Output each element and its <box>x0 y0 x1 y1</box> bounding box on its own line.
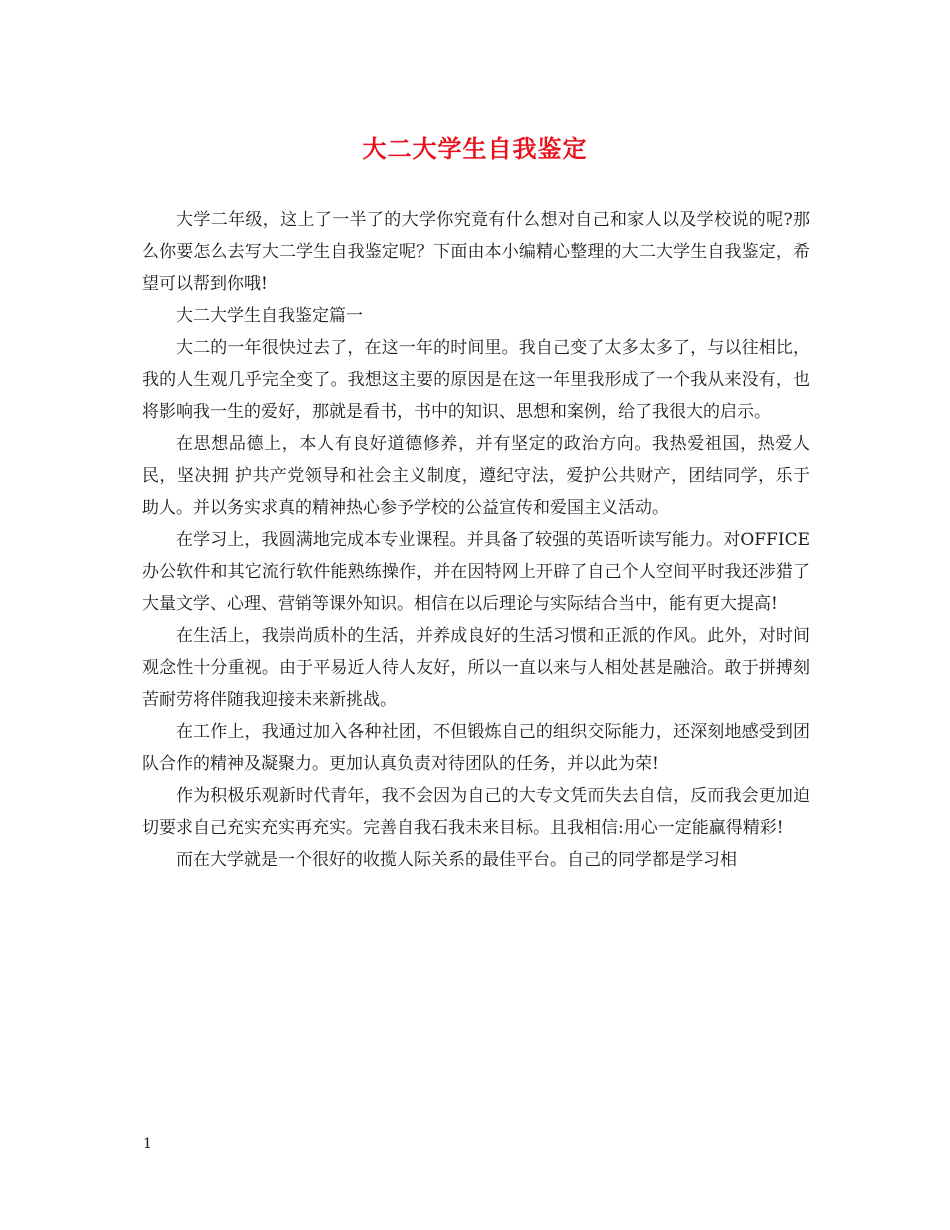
paragraph-ideology: 在思想品德上，本人有良好道德修养，并有坚定的政治方向。我热爱祖国，热爱人民，坚决拥 护共产党领导和社会主义制度，遵纪守法，爱护公共财产，团结同学，乐于助人。并以务实求真的精神热心参予学校的公益宣传和爱国主义活动。 <box>142 434 810 518</box>
paragraph-study: 在学习上，我圆满地完成本专业课程。并具备了较强的英语听读写能力。对OFFICE办公软件和其它流行软件能熟练操作，并在因特网上开辟了自己个人空间平时我还涉猎了大量文学、心理、营销等课外知识。相信在以后理论与实际结合当中，能有更大提高! <box>142 530 810 614</box>
page-number: 1 <box>143 1136 152 1152</box>
document-body <box>142 204 810 876</box>
paragraph-work: 在工作上，我通过加入各种社团，不但锻炼自己的组织交际能力，还深刻地感受到团队合作的精神及凝聚力。更加认真负责对待团队的任务，并以此为荣! <box>142 722 810 774</box>
paragraph-optimism: 作为积极乐观新时代青年，我不会因为自己的大专文凭而失去自信，反而我会更加迫切要求自己充实充实再充实。完善自我石我未来目标。且我相信:用心一定能赢得精彩! <box>142 786 810 838</box>
paragraph-section-heading: 大二大学生自我鉴定篇一 <box>176 306 363 326</box>
document-title: 大二大学生自我鉴定 <box>362 134 588 163</box>
paragraph-sophomore-year: 大二的一年很快过去了，在这一年的时间里。我自己变了太多太多了，与以往相比，我的人生观几乎完全变了。我想这主要的原因是在这一年里我形成了一个我从来没有，也将影响我一生的爱好，那就是看书，书中的知识、思想和案例，给了我很大的启示。 <box>142 338 810 422</box>
paragraph-intro: 大学二年级，这上了一半了的大学你究竟有什么想对自己和家人以及学校说的呢?那么你要怎么去写大二学生自我鉴定呢？下面由本小编精心整理的大二大学生自我鉴定，希望可以帮到你哦! <box>142 210 810 294</box>
paragraph-life: 在生活上，我崇尚质朴的生活，并养成良好的生活习惯和正派的作风。此外，对时间观念性十分重视。由于平易近人待人友好，所以一直以来与人相处甚是融洽。敢于拼搏刻苦耐劳将伴随我迎接未来新挑战。 <box>142 626 810 710</box>
paragraph-relationships: 而在大学就是一个很好的收揽人际关系的最佳平台。自己的同学都是学习相 <box>176 850 737 870</box>
